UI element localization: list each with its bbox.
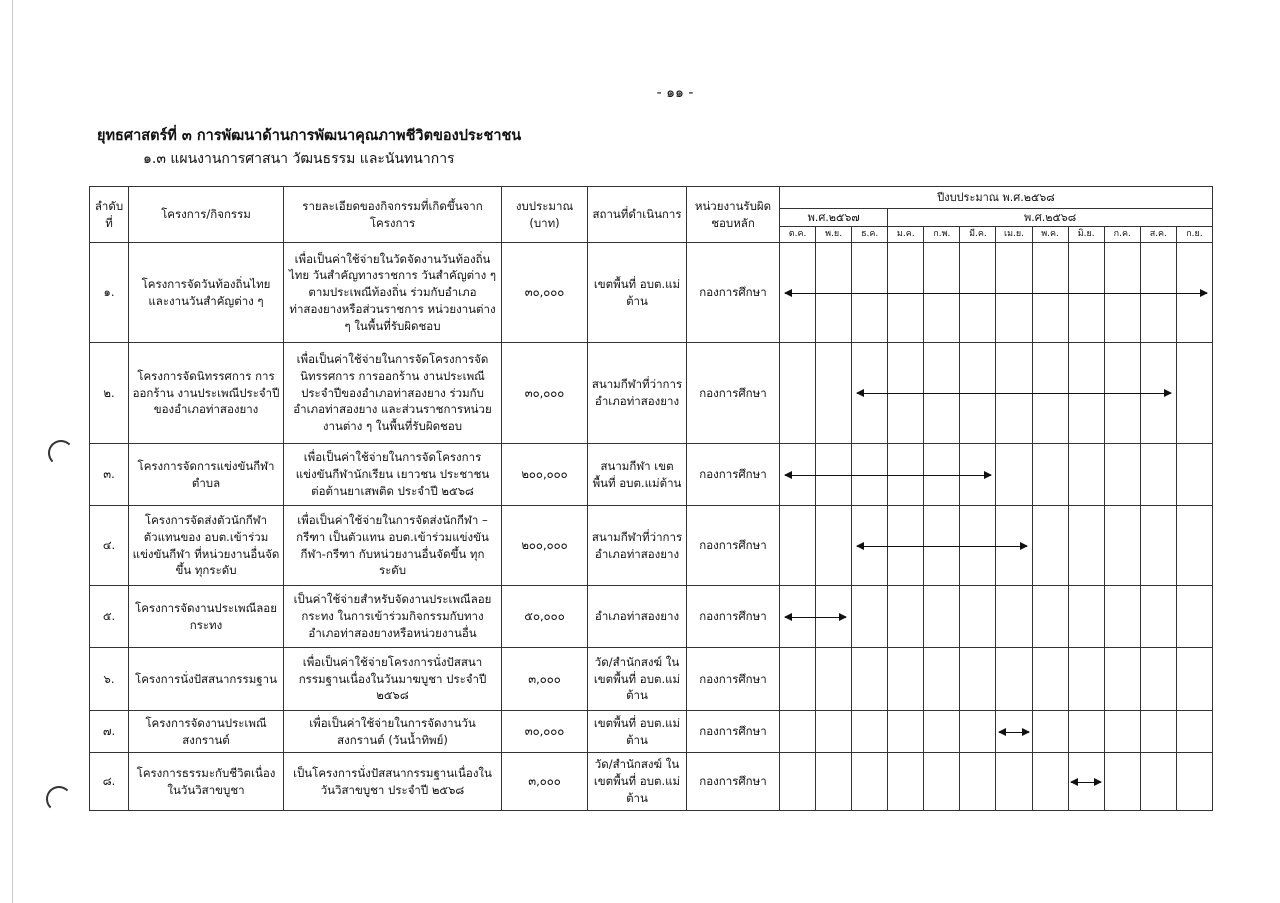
cell-budget: ๒๐๐,๐๐๐ bbox=[502, 506, 588, 586]
cell-agency: กองการศึกษา bbox=[687, 243, 780, 343]
cell-budget: ๓๐,๐๐๐ bbox=[502, 711, 588, 753]
punch-hole-bottom bbox=[46, 786, 72, 812]
timeline-cell bbox=[852, 753, 888, 811]
header-year-2567: พ.ศ.๒๕๖๗ bbox=[780, 209, 888, 227]
timeline-arrow bbox=[857, 393, 1171, 394]
cell-agency: กองการศึกษา bbox=[687, 506, 780, 586]
timeline-cell bbox=[1104, 586, 1140, 648]
timeline-cell bbox=[1140, 648, 1176, 711]
timeline-cell bbox=[888, 753, 924, 811]
cell-detail: เพื่อเป็นค่าใช้จ่ายโครงการนั่งปัสสนากรรมฐานเนื่องในวันมาฆบูชา ประจำปี ๒๕๖๘ bbox=[284, 648, 502, 711]
header-no: ลำดับที่ bbox=[90, 187, 129, 243]
timeline-cell bbox=[1140, 506, 1176, 586]
cell-project: โครงการจัดนิทรรศการ การออกร้าน งานประเพณีประจำปีของอำเภอท่าสองยาง bbox=[129, 343, 284, 444]
cell-agency: กองการศึกษา bbox=[687, 753, 780, 811]
timeline-cell bbox=[888, 648, 924, 711]
header-location: สถานที่ดำเนินการ bbox=[588, 187, 687, 243]
timeline-cell bbox=[1032, 444, 1068, 506]
cell-location: อำเภอท่าสองยาง bbox=[588, 586, 687, 648]
cell-no: ๓. bbox=[90, 444, 129, 506]
timeline-cell bbox=[816, 753, 852, 811]
cell-project: โครงการจัดส่งตัวนักกีฬาตัวแทนของ อบต.เข้าร่วมแข่งขันกีฬา ที่หน่วยงานอื่นจัดขึ้น ทุกระดับ bbox=[129, 506, 284, 586]
timeline-cell bbox=[924, 753, 960, 811]
cell-location: เขตพื้นที่ อบต.แม่ต้าน bbox=[588, 243, 687, 343]
month-header: พ.ค. bbox=[1032, 227, 1068, 243]
timeline-cell bbox=[960, 711, 996, 753]
cell-location: สนามกีฬาที่ว่าการอำเภอท่าสองยาง bbox=[588, 506, 687, 586]
timeline-arrow bbox=[785, 617, 846, 618]
cell-detail: เป็นค่าใช้จ่ายสำหรับจัดงานประเพณีลอยกระทง ในการเข้าร่วมกิจกรรมกับทางอำเภอท่าสองยางหรือหน่วยงานอื่น bbox=[284, 586, 502, 648]
timeline-cell bbox=[1104, 753, 1140, 811]
timeline-cell bbox=[1068, 444, 1104, 506]
timeline-cell bbox=[1032, 506, 1068, 586]
timeline-cell bbox=[1068, 506, 1104, 586]
timeline-cell bbox=[960, 586, 996, 648]
timeline-cell bbox=[996, 753, 1032, 811]
timeline-cell bbox=[780, 506, 816, 586]
timeline-arrow bbox=[857, 546, 1027, 547]
timeline-cell bbox=[1176, 753, 1212, 811]
timeline-cell bbox=[924, 586, 960, 648]
timeline-cell bbox=[996, 648, 1032, 711]
timeline-cell bbox=[1176, 444, 1212, 506]
cell-no: ๔. bbox=[90, 506, 129, 586]
month-header: ธ.ค. bbox=[852, 227, 888, 243]
timeline-cell bbox=[1104, 648, 1140, 711]
month-header: เม.ย. bbox=[996, 227, 1032, 243]
header-year-2568: พ.ศ.๒๕๖๘ bbox=[888, 209, 1213, 227]
cell-no: ๘. bbox=[90, 753, 129, 811]
cell-project: โครงการจัดการแข่งขันกีฬาตำบล bbox=[129, 444, 284, 506]
table-row bbox=[90, 753, 1213, 811]
timeline-arrow bbox=[785, 475, 991, 476]
cell-location: วัด/สำนักสงฆ์ ในเขตพื้นที่ อบต.แม่ต้าน bbox=[588, 753, 687, 811]
timeline-cell bbox=[1032, 711, 1068, 753]
timeline-cell bbox=[1176, 648, 1212, 711]
header-fiscal-year: ปีงบประมาณ พ.ศ.๒๕๖๘ bbox=[780, 187, 1213, 209]
timeline-cell bbox=[780, 648, 816, 711]
cell-agency: กองการศึกษา bbox=[687, 444, 780, 506]
timeline-cell bbox=[816, 648, 852, 711]
timeline-cell bbox=[960, 648, 996, 711]
cell-detail: เพื่อเป็นค่าใช้จ่ายในการจัดโครงการจัดนิทรรศการ การออกร้าน งานประเพณีประจำปีของอำเภอท่าสองยาง ร่วมกับอำเภอท่าสองยาง และส่วนราชการหน่วยงานต่าง ๆ ในพื้นที่รับผิดชอบ bbox=[284, 343, 502, 444]
timeline-arrow bbox=[1071, 782, 1101, 783]
cell-budget: ๒๐๐,๐๐๐ bbox=[502, 444, 588, 506]
timeline-cell bbox=[852, 648, 888, 711]
timeline-cell bbox=[960, 753, 996, 811]
project-plan-table bbox=[89, 186, 1213, 811]
timeline-cell bbox=[1176, 711, 1212, 753]
strategy-heading: ยุทธศาสตร์ที่ ๓ การพัฒนาด้านการพัฒนาคุณภาพชีวิตของประชาชน bbox=[97, 128, 522, 144]
page-margin-line bbox=[12, 0, 13, 903]
timeline-cell bbox=[996, 444, 1032, 506]
timeline-cell bbox=[1140, 444, 1176, 506]
month-header: มิ.ย. bbox=[1068, 227, 1104, 243]
timeline-cell bbox=[780, 343, 816, 444]
timeline-cell bbox=[1068, 586, 1104, 648]
timeline-cell bbox=[852, 711, 888, 753]
cell-budget: ๓๐,๐๐๐ bbox=[502, 243, 588, 343]
cell-location: สนามกีฬา เขตพื้นที่ อบต.แม่ต้าน bbox=[588, 444, 687, 506]
table-row bbox=[90, 711, 1213, 753]
cell-agency: กองการศึกษา bbox=[687, 343, 780, 444]
cell-no: ๒. bbox=[90, 343, 129, 444]
header-detail: รายละเอียดของกิจกรรมที่เกิดขึ้นจากโครงการ bbox=[284, 187, 502, 243]
cell-no: ๕. bbox=[90, 586, 129, 648]
cell-project: โครงการธรรมะกับชีวิตเนื่องในวันวิสาขบูชา bbox=[129, 753, 284, 811]
timeline-cell bbox=[1176, 343, 1212, 444]
month-header: มี.ค. bbox=[960, 227, 996, 243]
cell-detail: เพื่อเป็นค่าใช้จ่ายในวัดจัดงานวันท้องถิ่นไทย วันสำคัญทางราชการ วันสำคัญต่าง ๆ ตามประเพณีท้องถิ่น ร่วมกับอำเภอท่าสองยางหรือส่วนราชการ หน่วยงานต่าง ๆ ในพื้นที่รับผิดชอบ bbox=[284, 243, 502, 343]
timeline-cell bbox=[1068, 711, 1104, 753]
timeline-cell bbox=[888, 586, 924, 648]
cell-agency: กองการศึกษา bbox=[687, 648, 780, 711]
timeline-cell bbox=[1032, 753, 1068, 811]
timeline-cell bbox=[1032, 648, 1068, 711]
month-header: ก.ค. bbox=[1104, 227, 1140, 243]
month-header: ส.ค. bbox=[1140, 227, 1176, 243]
cell-agency: กองการศึกษา bbox=[687, 711, 780, 753]
cell-budget: ๓,๐๐๐ bbox=[502, 753, 588, 811]
timeline-cell bbox=[816, 711, 852, 753]
cell-project: โครงการจัดงานประเพณีลอยกระทง bbox=[129, 586, 284, 648]
timeline-cell bbox=[1176, 586, 1212, 648]
timeline-cell bbox=[1104, 506, 1140, 586]
table-row bbox=[90, 648, 1213, 711]
timeline-cell bbox=[996, 586, 1032, 648]
cell-location: วัด/สำนักสงฆ์ ในเขตพื้นที่ อบต.แม่ต้าน bbox=[588, 648, 687, 711]
month-header: ก.ย. bbox=[1176, 227, 1212, 243]
month-header: ก.พ. bbox=[924, 227, 960, 243]
cell-detail: เพื่อเป็นค่าใช้จ่ายในการจัดโครงการแข่งขันกีฬานักเรียน เยาวชน ประชาชน ต่อต้านยาเสพติด ประจำปี ๒๕๖๘ bbox=[284, 444, 502, 506]
timeline-cell bbox=[1140, 753, 1176, 811]
header-budget: งบประมาณ (บาท) bbox=[502, 187, 588, 243]
cell-project: โครงการจัดวันท้องถิ่นไทยและงานวันสำคัญต่าง ๆ bbox=[129, 243, 284, 343]
timeline-cell bbox=[1176, 506, 1212, 586]
timeline-arrow bbox=[999, 732, 1029, 733]
timeline-cell bbox=[1068, 648, 1104, 711]
punch-hole-top bbox=[48, 440, 74, 466]
timeline-cell bbox=[816, 506, 852, 586]
cell-detail: เป็นโครงการนั่งปัสสนากรรมฐานเนื่องในวันวิสาขบูชา ประจำปี ๒๕๖๘ bbox=[284, 753, 502, 811]
timeline-cell bbox=[1104, 444, 1140, 506]
timeline-cell bbox=[852, 586, 888, 648]
timeline-arrow bbox=[785, 293, 1207, 294]
cell-detail: เพื่อเป็นค่าใช้จ่ายในการจัดงานวันสงกรานต์ (วันน้ำทิพย์) bbox=[284, 711, 502, 753]
timeline-cell bbox=[780, 753, 816, 811]
cell-no: ๗. bbox=[90, 711, 129, 753]
cell-project: โครงการจัดงานประเพณีสงกรานต์ bbox=[129, 711, 284, 753]
timeline-cell bbox=[1104, 711, 1140, 753]
month-header: ต.ค. bbox=[780, 227, 816, 243]
cell-budget: ๓,๐๐๐ bbox=[502, 648, 588, 711]
cell-location: สนามกีฬาที่ว่าการอำเภอท่าสองยาง bbox=[588, 343, 687, 444]
timeline-cell bbox=[1140, 586, 1176, 648]
plan-heading: ๑.๓ แผนงานการศาสนา วัฒนธรรม และนันทนาการ bbox=[143, 151, 455, 167]
header-project: โครงการ/กิจกรรม bbox=[129, 187, 284, 243]
cell-location: เขตพื้นที่ อบต.แม่ต้าน bbox=[588, 711, 687, 753]
cell-project: โครงการนั่งปัสสนากรรมฐาน bbox=[129, 648, 284, 711]
timeline-cell bbox=[816, 343, 852, 444]
timeline-cell bbox=[1032, 586, 1068, 648]
timeline-cell bbox=[888, 711, 924, 753]
cell-no: ๑. bbox=[90, 243, 129, 343]
table-row bbox=[90, 506, 1213, 586]
header-agency: หน่วยงานรับผิดชอบหลัก bbox=[687, 187, 780, 243]
table-row bbox=[90, 444, 1213, 506]
cell-no: ๖. bbox=[90, 648, 129, 711]
timeline-cell bbox=[924, 711, 960, 753]
table-row bbox=[90, 586, 1213, 648]
timeline-cell bbox=[1140, 711, 1176, 753]
cell-detail: เพื่อเป็นค่าใช้จ่ายในการจัดส่งนักกีฬา – กรีฑา เป็นตัวแทน อบต.เข้าร่วมแข่งขันกีฬา-กรีฑา กับหน่วยงานอื่นจัดขึ้น ทุกระดับ bbox=[284, 506, 502, 586]
month-header: ม.ค. bbox=[888, 227, 924, 243]
timeline-cell bbox=[780, 711, 816, 753]
cell-budget: ๓๐,๐๐๐ bbox=[502, 343, 588, 444]
cell-agency: กองการศึกษา bbox=[687, 586, 780, 648]
page-number: - ๑๑ - bbox=[656, 85, 694, 101]
timeline-cell bbox=[924, 648, 960, 711]
month-header: พ.ย. bbox=[816, 227, 852, 243]
cell-budget: ๕๐,๐๐๐ bbox=[502, 586, 588, 648]
